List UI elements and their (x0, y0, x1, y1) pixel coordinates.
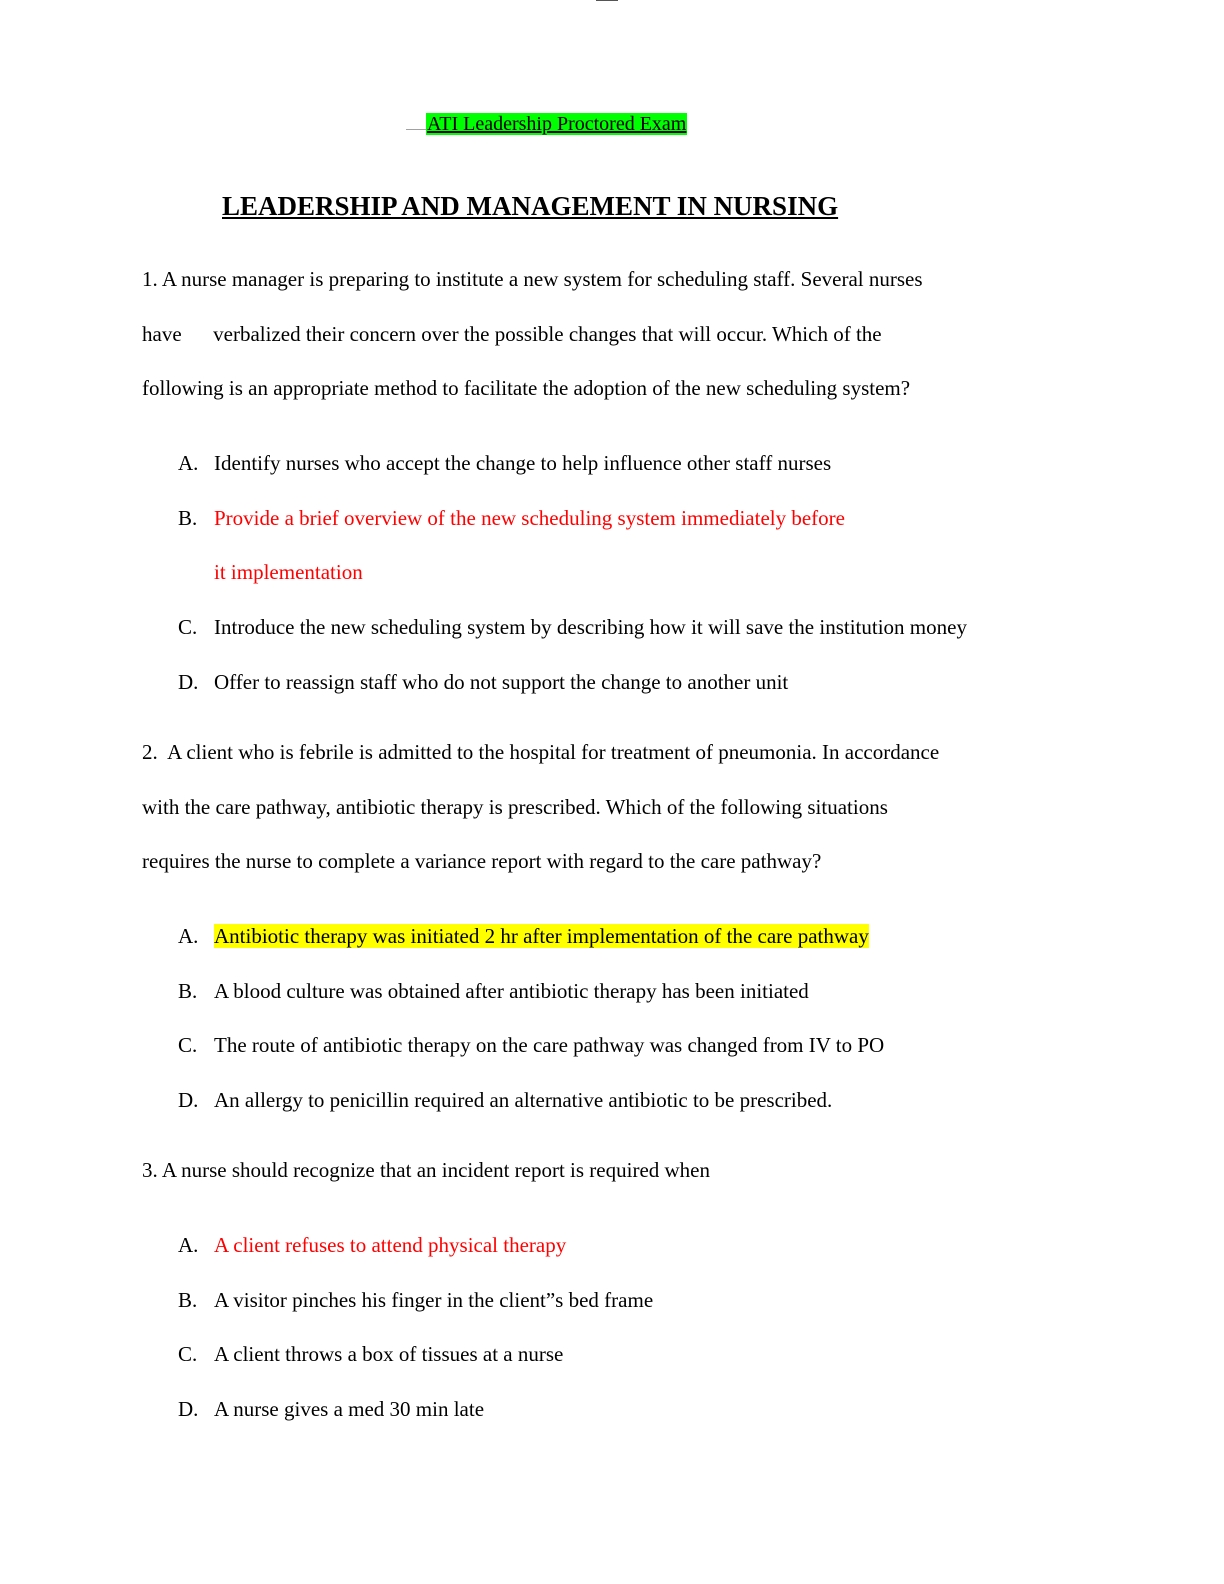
option-text: Offer to reassign staff who do not support the change to another unit (214, 670, 789, 694)
option-letter: B. (178, 979, 198, 1003)
option-letter: D. (178, 670, 199, 694)
option-letter: A. (178, 1233, 199, 1257)
title-leader-dots: .......... (406, 123, 426, 132)
option-letter: D. (178, 1397, 199, 1421)
question-1-option-b (178, 491, 845, 546)
question-1-stem-line-2: have verbalized their concern over the possible changes that will occur. Which of the (142, 322, 882, 346)
question-1-stem-line-3: following is an appropriate method to facilitate the adoption of the new scheduling system? (142, 376, 911, 400)
option-text-answer: Provide a brief overview of the new scheduling system immediately before (214, 506, 845, 530)
option-text-answer: Antibiotic therapy was initiated 2 hr after implementation of the care pathway (214, 924, 869, 948)
option-text: A nurse gives a med 30 min late (214, 1397, 485, 1421)
option-text: An allergy to penicillin required an alternative antibiotic to be prescribed. (214, 1088, 833, 1112)
question-3-option-a (178, 1218, 566, 1273)
exam-title-text: ATI Leadership Proctored Exam (427, 113, 687, 135)
question-2-option-a (178, 909, 869, 964)
option-text: A blood culture was obtained after antibiotic therapy has been initiated (214, 979, 809, 1003)
page-top-mark (596, 0, 618, 1)
question-1-option-c (178, 600, 967, 655)
option-text: Identify nurses who accept the change to help influence other staff nurses (214, 451, 832, 475)
question-1-option-a (178, 436, 831, 491)
option-text-answer: A client refuses to attend physical therapy (214, 1233, 567, 1257)
option-letter: B. (178, 506, 198, 530)
question-3-option-c (178, 1327, 563, 1382)
option-letter: A. (178, 451, 199, 475)
option-letter: A. (178, 924, 199, 948)
option-letter: C. (178, 615, 198, 639)
option-text-answer-continued: it implementation (214, 560, 363, 584)
option-letter: B. (178, 1288, 198, 1312)
option-text: Introduce the new scheduling system by describing how it will save the institution money (214, 615, 967, 639)
question-2-option-d (178, 1073, 832, 1128)
question-1-stem-line-1: 1. A nurse manager is preparing to institute a new system for scheduling staff. Several nurses (142, 267, 923, 291)
question-2-stem-line-1: 2. A client who is febrile is admitted to the hospital for treatment of pneumonia. In accordance (142, 740, 940, 764)
option-text: A client throws a box of tissues at a nurse (214, 1342, 564, 1366)
option-text: The route of antibiotic therapy on the care pathway was changed from IV to PO (214, 1033, 885, 1057)
question-2-stem-line-3: requires the nurse to complete a variance report with regard to the care pathway? (142, 849, 822, 873)
question-2-option-c (178, 1018, 884, 1073)
exam-title (406, 111, 687, 141)
option-letter: D. (178, 1088, 199, 1112)
question-3-option-b (178, 1273, 653, 1328)
page-heading: LEADERSHIP AND MANAGEMENT IN NURSING (222, 191, 839, 221)
question-3-stem-line-1: 3. A nurse should recognize that an incident report is required when (142, 1158, 711, 1182)
option-letter: C. (178, 1033, 198, 1057)
question-3-option-d (178, 1382, 484, 1437)
option-text: A visitor pinches his finger in the client”s bed frame (214, 1288, 654, 1312)
question-2-option-b (178, 964, 809, 1019)
option-letter: C. (178, 1342, 198, 1366)
question-1-option-d (178, 655, 788, 710)
question-2-stem-line-2: with the care pathway, antibiotic therapy is prescribed. Which of the following situations (142, 795, 888, 819)
question-1-option-b-continued (178, 545, 363, 600)
